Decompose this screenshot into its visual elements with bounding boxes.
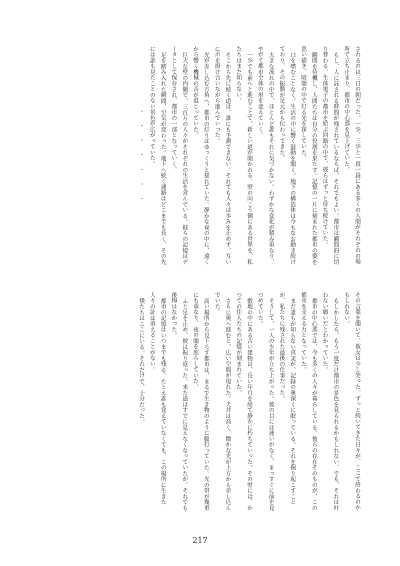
paragraph: ふと足を止め、彼は振り返った。来た道はすでに見えなくなっていたが、それでも後悔はなかった。 [170,292,188,511]
paragraph: 都市の記憶はいつまでも残る。たとえ誰も覚えていなくても、この場所に生きた人々の証は消えることがない。 [148,292,166,505]
paragraph: されるのは三日の朝だった。一歩、三歩と一段一段にある多くの人間がそれぞれの場所で立ち止まり、都市の中心部を見上げていた。 [343,46,360,265]
scene-break-dots: ・・・・・・・ [138,107,145,210]
paragraph: 瞬間を待機し、人間たちは自分の役割を果たす。記憶の一片に刻まれた都市の姿を思い描き、暗闇の中で灯る光を探していた。 [300,46,317,265]
lower-text-column [38,292,362,514]
page-number: 217 [192,536,208,545]
paragraph: 僕たちはここにいる。それだけで、十分だった。 [138,297,145,425]
paragraph: 都市の中心部では、今も多くの人々が暮らしている。彼らの存在そのものが、この都市を支える力となっていた。 [300,292,317,511]
paragraph: そこから先に続く道は、誰にも予測できない。それでも人々は歩みを止めず、互いに声を掛け合いながら進んでいった。 [213,46,231,265]
paragraph: 光が差し込む方角へ、都市の灯りはゆっくりと揺れていた。静かな夜の中に、遠くから響く機械の音が混じっていた。 [192,46,209,265]
paragraph: 足を踏み入れた瞬間、空気が変わった。地下へ続く通路はどこまでも長く、その先には誰も見たことのない景色が広がっていた。 [148,46,166,265]
paragraph: 巨大な壁の内側で、三百万の人々がそれぞれの生活を営んでいる。彼らの記憶はデータとして保存され、都市の一部となっていく。 [170,46,188,265]
paragraph: もしかしたら、もう一度だけ都市の景色を見られるかもしれない。でも、それは叶わない願いだとわかっていた。 [321,292,339,511]
paragraph: さらに奥へ進むと、広い空間が現れた。天井は高く、微かな光が上方から差し込んでいた。 [213,292,231,511]
paragraph: そうして、一人の少年が立ち上がった。彼の目には迷いがなく、まっすぐに前を見つめていた。 [256,292,274,511]
paragraph: 口を噤むことなく、生活の中に響く鼓動を聞く。地下の構造体は今もなお動き続けており、その振動が足元から伝わってきた。 [278,46,296,265]
paragraph: 一歩でも前へと進むことで、新しい道が開かれる。壁の向こう側にある世界を、私たちはまだ知らない。 [235,46,253,265]
paragraph: もし、人に託される時間が残されているならば、それでもよい。都市は瞬間的に切り替わる。生体電子の都市を結ぶ回路の中で、彼らはずっと待ち続けていた。 [321,46,339,265]
upper-text-column [38,46,362,270]
paragraph: 敷地の中にある古い建物は、長い年月を経て静かに朽ちていった。その壁には、かつての住人たちの記憶が刻まれていた。 [235,292,253,511]
paragraph: 大きな流れの中で、ほとんど誰もそれに気づかない。わずかな変化が積み重なり、やがて都市全体の形を変えていく。 [256,46,274,265]
paragraph: 高い場所から見下ろす都市は、まるで生き物のように脈打っていた。光の帯が幾重にも重なり、夜の闇を照らしていた。 [192,292,209,511]
paragraph: その言葉を聞いて、彼女は少し笑った。ずっと続いてきた日々が、ここで終わるのかもしれない。 [343,292,360,511]
paragraph: まだ誰もが知らない真実が、記録の奥深くに眠っている。それを掘り起こすことが、私たちに残された最後の仕事だった。 [278,292,296,505]
